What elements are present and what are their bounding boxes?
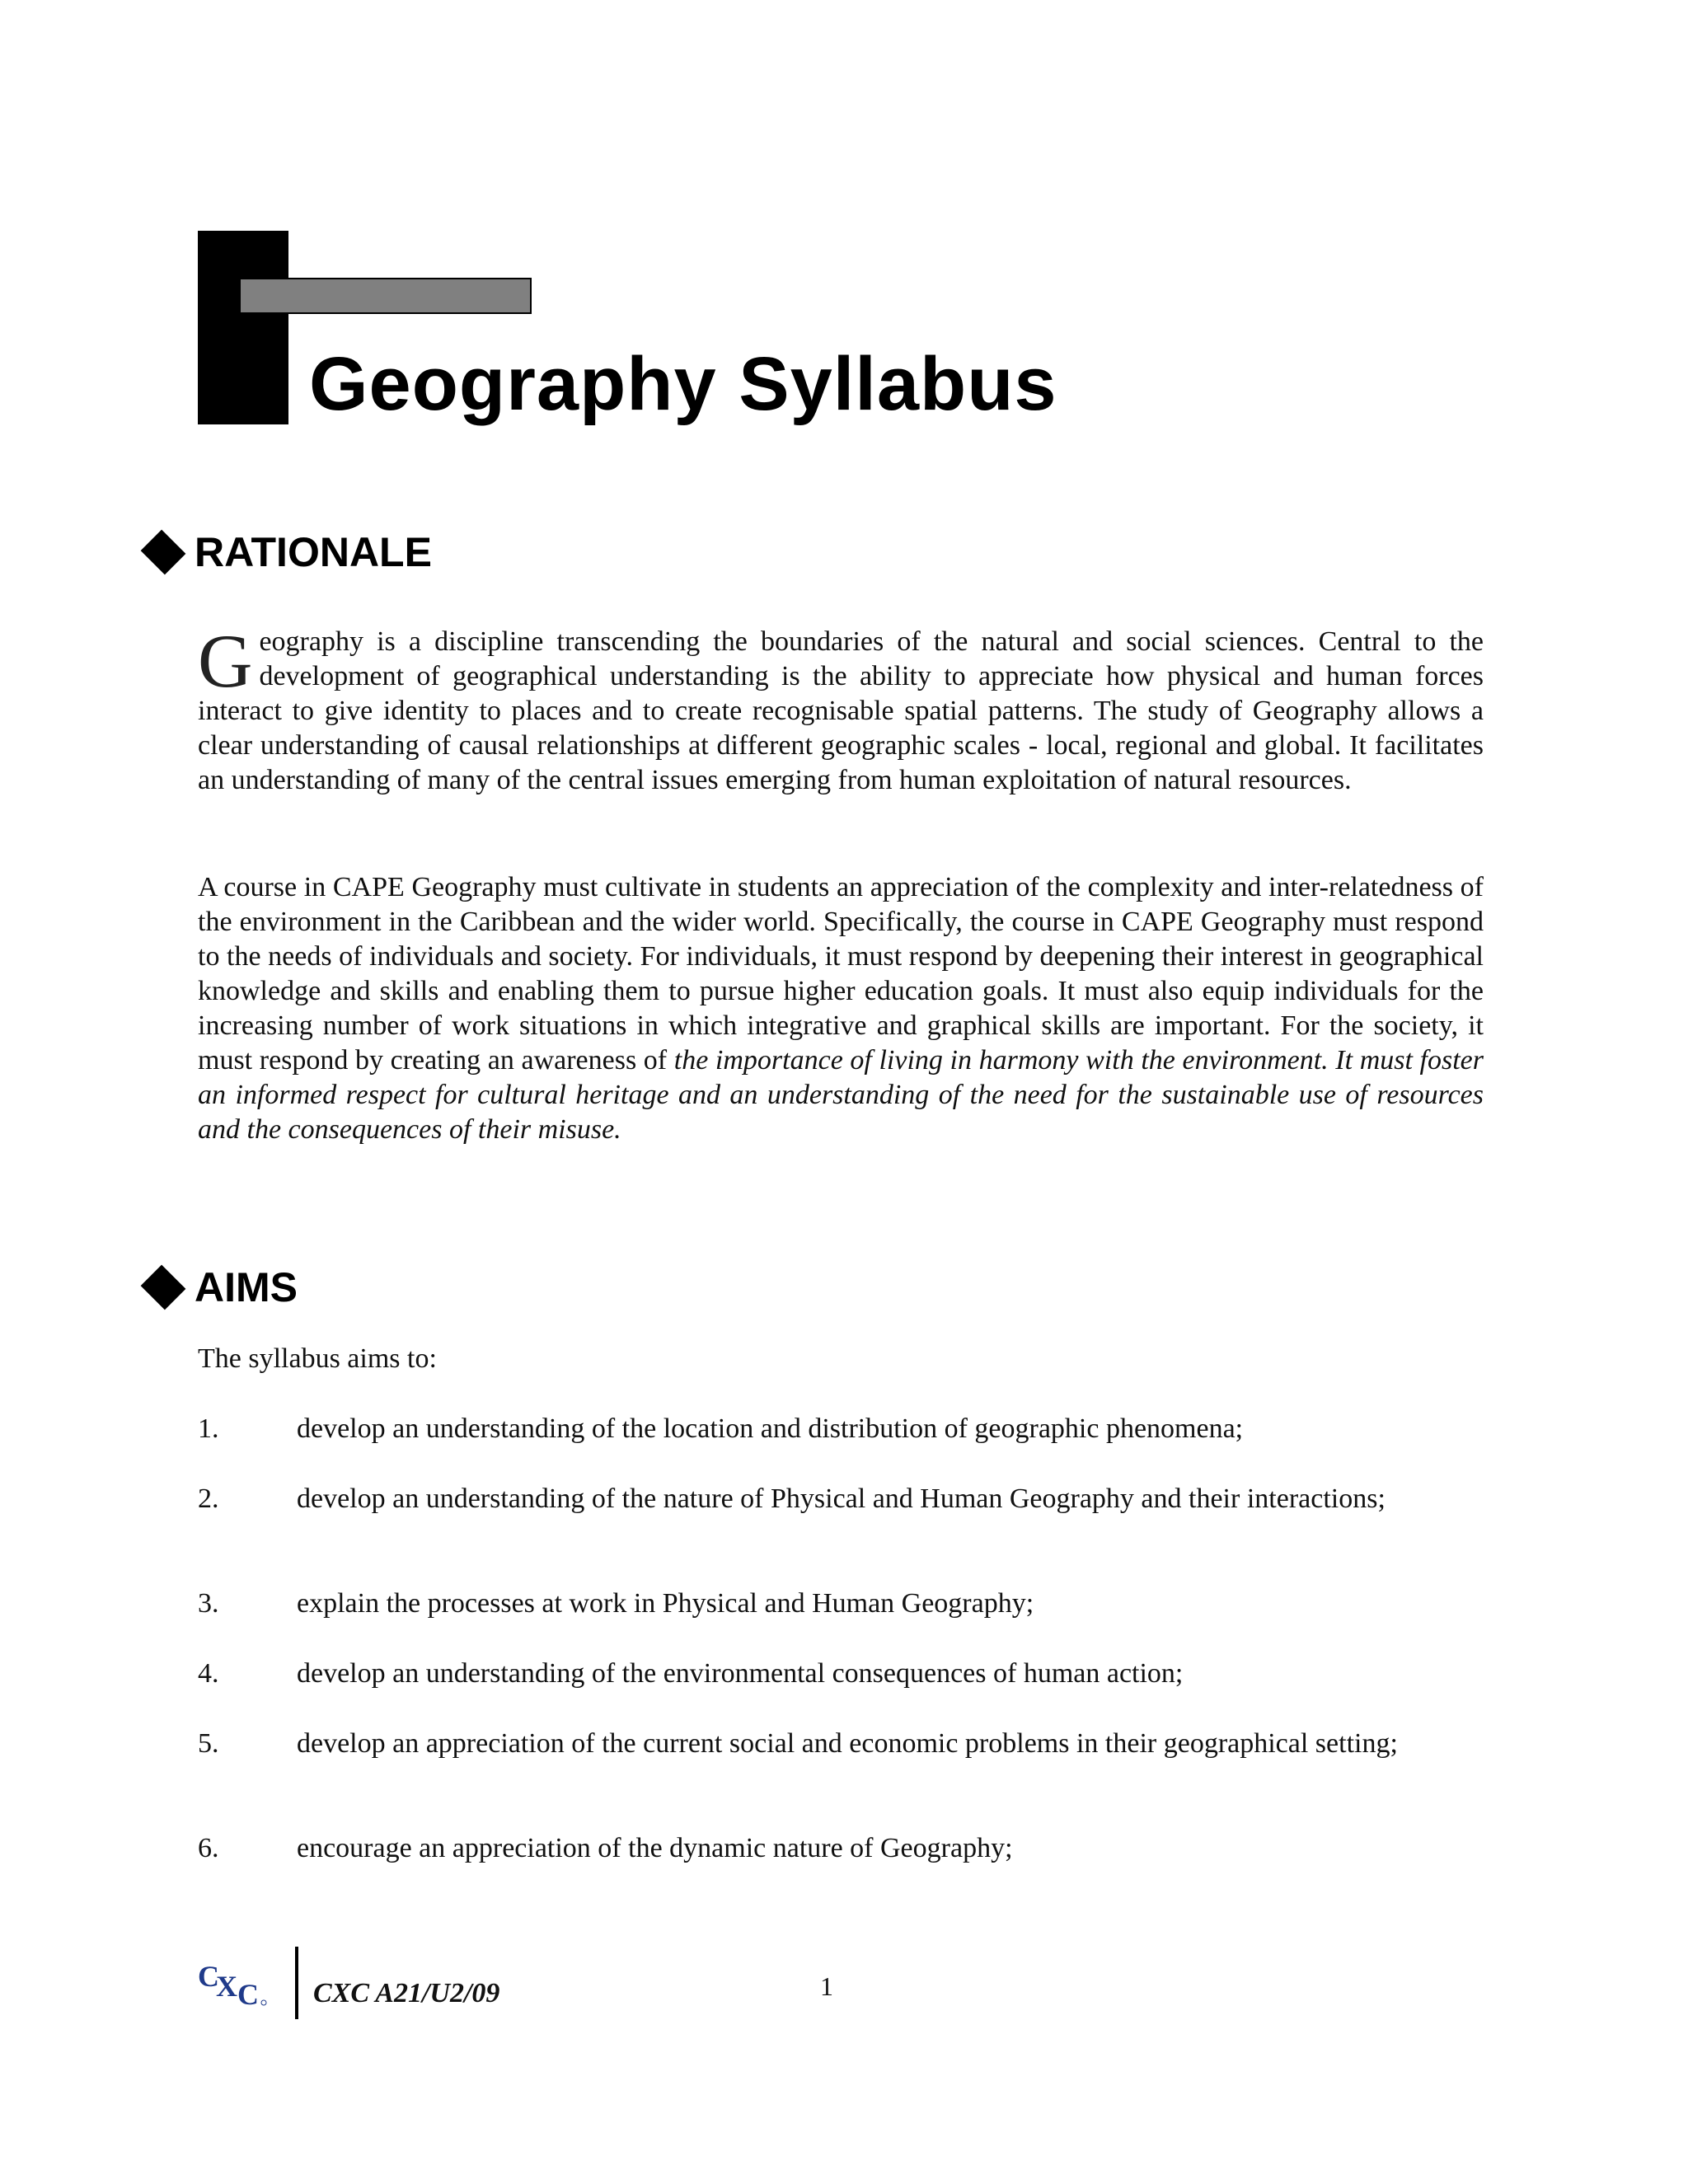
aim-item <box>198 1412 1471 1446</box>
rationale-paragraph-2 <box>198 870 1484 1147</box>
aim-number: 1. <box>198 1413 219 1444</box>
rationale-paragraph-2-text: A course in CAPE Geography must cultivate in students an appreciation of the complexity and inter-relatedness of the environment in the Caribbean and the wider world. Specifically, the course in CAPE Geography must respond to the needs of individuals and society. For individuals, it must respond by deepening their interest in geographical knowledge and skills and enabling them to pursue higher education goals. It must also equip individuals for the increasing number of work situations in which integrative and graphical skills are important. For the society, it must respond by creating an awareness of <box>198 872 1484 1076</box>
drop-cap: G <box>198 619 253 703</box>
diamond-icon <box>141 1265 186 1310</box>
aim-item <box>198 1657 1471 1691</box>
svg-text:C: C <box>198 1960 219 1993</box>
aim-number: 4. <box>198 1658 219 1689</box>
aim-text: encourage an appreciation of the dynamic nature of Geography; <box>297 1833 1013 1863</box>
rationale-heading <box>138 529 432 575</box>
diamond-icon <box>141 530 186 575</box>
rationale-paragraph-1-text: eography is a discipline transcending the boundaries of the natural and social sciences. Central to the development of geographical understanding is the ability to appreciate how physical and human forces interact to give identity to places and to create recognisable spatial patterns. The study of Geography allows a clear understanding of causal relationships at different geographic scales - local, regional and global. It facilitates an understanding of many of the central issues emerging from human exploitation of natural resources. <box>198 626 1484 795</box>
aim-item <box>198 1482 1471 1516</box>
rationale-paragraph-2-italic: the importance of living in harmony with the environment. It must foster an informed respect for cultural heritage and an understanding of the need for the sustainable use of resources and the consequences of their misuse. <box>198 1045 1484 1145</box>
svg-text:X: X <box>216 1970 237 2003</box>
title-block-grey-bar <box>239 278 532 314</box>
aim-text: explain the processes at work in Physical and Human Geography; <box>297 1588 1034 1619</box>
aim-number: 2. <box>198 1483 219 1514</box>
rationale-heading-label: RATIONALE <box>195 529 432 575</box>
aims-intro: The syllabus aims to: <box>198 1343 437 1374</box>
aim-text: develop an understanding of the location and distribution of geographic phenomena; <box>297 1413 1244 1444</box>
title-block-black-bar <box>198 231 288 424</box>
aims-heading <box>138 1264 298 1310</box>
rationale-paragraph-1 <box>198 619 1484 798</box>
cxc-logo-icon <box>196 1953 279 2011</box>
aim-number: 3. <box>198 1588 219 1619</box>
aims-heading-label: AIMS <box>195 1264 298 1310</box>
aim-number: 6. <box>198 1833 219 1863</box>
aim-number: 5. <box>198 1728 219 1759</box>
footer-code: CXC A21/U2/09 <box>313 1978 500 2008</box>
aim-item <box>198 1586 1471 1621</box>
aim-text: develop an understanding of the environmental consequences of human action; <box>297 1658 1184 1689</box>
aim-item <box>198 1727 1471 1761</box>
page-number: 1 <box>820 1971 833 2001</box>
svg-text:C: C <box>237 1978 259 2011</box>
aim-item <box>198 1831 1471 1866</box>
footer-divider <box>295 1947 298 2019</box>
page-title: Geography Syllabus <box>309 342 1057 426</box>
aim-text: develop an understanding of the nature of Physical and Human Geography and their interactions; <box>297 1483 1386 1514</box>
aim-text: develop an appreciation of the current social and economic problems in their geographical setting; <box>297 1728 1398 1759</box>
